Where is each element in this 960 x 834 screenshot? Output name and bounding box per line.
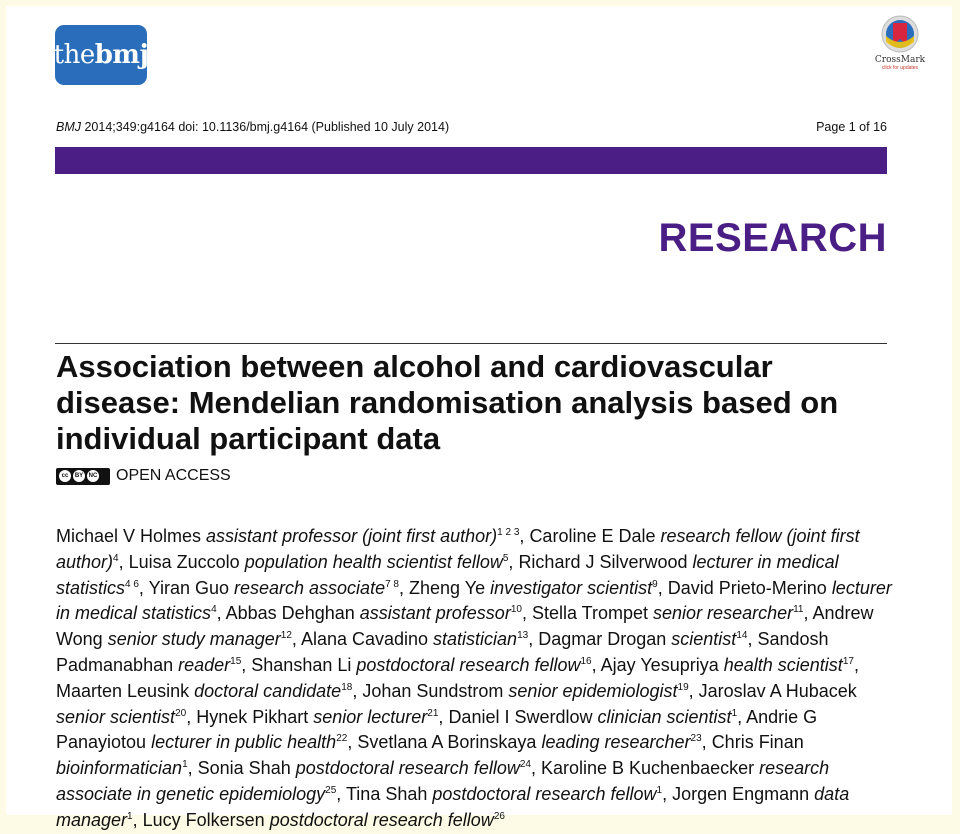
author-role: senior study manager bbox=[107, 629, 281, 650]
author-separator: , bbox=[853, 654, 859, 675]
author-role: research fellow (joint first author) bbox=[56, 526, 860, 572]
author-separator: , bbox=[519, 526, 530, 546]
title-divider bbox=[55, 343, 887, 344]
author-role: statistician bbox=[433, 629, 518, 650]
author-separator: , bbox=[186, 706, 197, 727]
author-role: doctoral candidate bbox=[194, 680, 342, 701]
author-separator: , bbox=[737, 706, 747, 727]
author-entry bbox=[532, 603, 813, 623]
author-entry bbox=[56, 681, 362, 701]
author-affiliation: 18 bbox=[341, 681, 353, 693]
author-role: senior researcher bbox=[653, 603, 794, 624]
author-separator: , bbox=[132, 809, 143, 830]
nc-symbol: NC bbox=[87, 470, 99, 482]
author-role: reader bbox=[178, 654, 231, 675]
author-name: Jaroslav A Hubacek bbox=[698, 680, 857, 701]
author-role: clinician scientist bbox=[597, 706, 732, 727]
author-role: postdoctoral research fellow bbox=[269, 809, 494, 830]
section-label: RESEARCH bbox=[658, 216, 887, 260]
author-entry bbox=[362, 681, 698, 701]
author-separator: , bbox=[352, 680, 363, 701]
author-name: David Prieto-Merino bbox=[667, 577, 832, 598]
author-role: lecturer in medical statistics bbox=[56, 577, 892, 624]
author-name: Lucy Folkersen bbox=[142, 809, 270, 830]
author-affiliation: 17 bbox=[842, 655, 854, 667]
author-name: Sonia Shah bbox=[197, 758, 296, 779]
author-separator: , bbox=[241, 654, 252, 675]
author-role: senior lecturer bbox=[313, 706, 428, 727]
author-entry bbox=[56, 526, 529, 546]
author-affiliation: 24 bbox=[519, 759, 531, 771]
author-affiliation: 4 bbox=[113, 552, 119, 564]
author-separator: , bbox=[118, 551, 129, 572]
author-affiliation: 11 bbox=[793, 604, 804, 616]
article-title: Association between alcohol and cardiovascular disease: Mendelian randomisation analysis based on individual participant data bbox=[56, 349, 839, 456]
author-separator: , bbox=[521, 603, 532, 624]
author-affiliation: 10 bbox=[510, 604, 522, 616]
author-affiliation: 26 bbox=[493, 810, 505, 822]
author-separator: , bbox=[530, 758, 541, 779]
author-entry bbox=[226, 603, 532, 623]
author-affiliation: 5 bbox=[502, 552, 509, 564]
author-affiliation: 20 bbox=[175, 707, 187, 719]
author-role: investigator scientist bbox=[490, 577, 653, 598]
author-name: Andrew Wong bbox=[56, 603, 874, 650]
author-affiliation: 21 bbox=[427, 707, 439, 719]
author-name: Caroline E Dale bbox=[529, 526, 661, 546]
author-role: assistant professor (joint first author) bbox=[206, 526, 498, 546]
author-name: Dagmar Drogan bbox=[538, 629, 672, 650]
author-name: Svetlana A Borinskaya bbox=[357, 732, 542, 753]
crossmark-label: CrossMark bbox=[874, 55, 926, 65]
author-name: Jorgen Engmann bbox=[672, 783, 815, 804]
creative-commons-by-nc-icon[interactable] bbox=[56, 468, 110, 485]
author-entry bbox=[129, 552, 519, 572]
article-page bbox=[6, 6, 952, 830]
crossmark-sub: click for updates bbox=[881, 65, 919, 71]
author-entry bbox=[346, 784, 672, 804]
author-name: Stella Trompet bbox=[531, 603, 654, 624]
author-separator: , bbox=[657, 577, 668, 598]
author-affiliation: 23 bbox=[690, 733, 702, 745]
citation-line bbox=[56, 120, 449, 134]
bmj-logo[interactable] bbox=[55, 25, 147, 85]
author-entry bbox=[409, 578, 668, 598]
author-separator: , bbox=[528, 629, 539, 650]
open-access-label: OPEN ACCESS bbox=[116, 467, 231, 484]
author-name: Abbas Dehghan bbox=[225, 603, 360, 624]
author-affiliation: 1 bbox=[182, 759, 188, 771]
author-separator: , bbox=[508, 551, 519, 572]
author-role: postdoctoral research fellow bbox=[356, 654, 581, 675]
author-role: leading researcher bbox=[541, 732, 691, 753]
author-name: Sandosh Padmanabhan bbox=[56, 629, 829, 675]
author-affiliation: 13 bbox=[517, 630, 529, 642]
page-number: Page 1 of 16 bbox=[816, 120, 887, 134]
author-entry bbox=[357, 732, 711, 752]
author-affiliation: 16 bbox=[580, 655, 592, 667]
author-affiliation: 4 6 bbox=[125, 578, 139, 590]
author-affiliation: 7 8 bbox=[385, 578, 399, 590]
author-entry bbox=[149, 578, 409, 598]
author-name: Chris Finan bbox=[711, 732, 804, 753]
author-affiliation: 9 bbox=[652, 578, 658, 590]
author-separator: , bbox=[187, 758, 198, 779]
author-affiliation: 12 bbox=[280, 630, 292, 642]
author-name: Zheng Ye bbox=[409, 577, 491, 598]
author-role: lecturer in medical statistics bbox=[56, 551, 839, 598]
crossmark-badge[interactable] bbox=[874, 14, 926, 80]
author-name: Johan Sundstrom bbox=[362, 680, 509, 701]
crossmark-icon bbox=[880, 14, 920, 54]
author-separator: , bbox=[438, 706, 449, 727]
citation-details: 2014;349:g4164 doi: 10.1136/bmj.g4164 (Published 10 July 2014) bbox=[81, 120, 450, 134]
author-list bbox=[56, 524, 896, 834]
author-name: Karoline B Kuchenbaecker bbox=[540, 758, 760, 779]
author-role: data manager bbox=[56, 783, 850, 830]
author-affiliation: 22 bbox=[336, 733, 348, 745]
author-name: Ajay Yesupriya bbox=[600, 654, 724, 675]
author-role: research associate bbox=[234, 577, 386, 598]
author-separator: , bbox=[291, 629, 301, 650]
author-separator: , bbox=[662, 783, 673, 804]
author-entry bbox=[143, 810, 505, 830]
author-role: lecturer in public health bbox=[151, 732, 337, 753]
author-entry bbox=[538, 629, 757, 649]
cc-symbol: cc bbox=[59, 470, 71, 482]
open-access-row bbox=[56, 467, 231, 485]
author-separator: , bbox=[336, 783, 346, 804]
author-separator: , bbox=[688, 680, 699, 701]
author-entry bbox=[196, 707, 448, 727]
author-affiliation: 1 bbox=[656, 784, 663, 796]
author-role: health scientist bbox=[723, 654, 843, 675]
author-entry bbox=[448, 707, 746, 727]
author-role: research associate in genetic epidemiology bbox=[56, 758, 830, 804]
author-role: assistant professor bbox=[359, 603, 511, 624]
journal-name: BMJ bbox=[56, 120, 81, 134]
author-affiliation: 1 2 3 bbox=[497, 527, 520, 538]
author-affiliation: 19 bbox=[677, 681, 689, 693]
author-affiliation: 1 bbox=[731, 707, 738, 719]
logo-bmj-text: bmj bbox=[94, 40, 149, 70]
author-entry bbox=[301, 629, 538, 649]
author-name: Alana Cavadino bbox=[300, 629, 434, 650]
author-role: senior epidemiologist bbox=[508, 680, 678, 701]
author-separator: , bbox=[138, 577, 149, 598]
author-name: Yiran Guo bbox=[148, 577, 234, 598]
author-separator: , bbox=[591, 654, 601, 675]
author-role: population health scientist fellow bbox=[244, 551, 503, 572]
author-role: postdoctoral research fellow bbox=[295, 758, 520, 779]
logo-the-text: the bbox=[53, 40, 95, 70]
author-affiliation: 4 bbox=[211, 604, 217, 616]
author-role: postdoctoral research fellow bbox=[432, 783, 657, 804]
author-name: Luisa Zuccolo bbox=[128, 551, 245, 572]
author-affiliation: 1 bbox=[127, 810, 133, 822]
author-name: Daniel I Swerdlow bbox=[448, 706, 598, 727]
by-symbol: BY bbox=[73, 470, 85, 482]
author-name: Andrie G Panayiotou bbox=[56, 706, 818, 753]
author-separator: , bbox=[747, 629, 758, 650]
author-affiliation: 15 bbox=[230, 655, 242, 667]
author-name: Maarten Leusink bbox=[56, 680, 195, 701]
author-entry bbox=[251, 655, 600, 675]
header-bar bbox=[55, 147, 887, 174]
author-name: Tina Shah bbox=[345, 783, 433, 804]
author-separator: , bbox=[398, 577, 409, 598]
author-entry bbox=[601, 655, 859, 675]
author-affiliation: 25 bbox=[325, 784, 337, 796]
author-name: Shanshan Li bbox=[251, 654, 357, 675]
author-name: Hynek Pikhart bbox=[196, 706, 314, 727]
author-role: scientist bbox=[671, 629, 737, 650]
author-name: Michael V Holmes bbox=[56, 526, 207, 546]
author-name: Richard J Silverwood bbox=[518, 551, 693, 572]
author-role: senior scientist bbox=[56, 706, 176, 727]
author-separator: , bbox=[803, 603, 813, 624]
author-affiliation: 14 bbox=[736, 630, 748, 642]
author-separator: , bbox=[216, 603, 226, 624]
author-separator: , bbox=[347, 732, 358, 753]
author-role: bioinformatician bbox=[56, 758, 183, 779]
author-separator: , bbox=[701, 732, 712, 753]
author-entry bbox=[198, 758, 541, 778]
